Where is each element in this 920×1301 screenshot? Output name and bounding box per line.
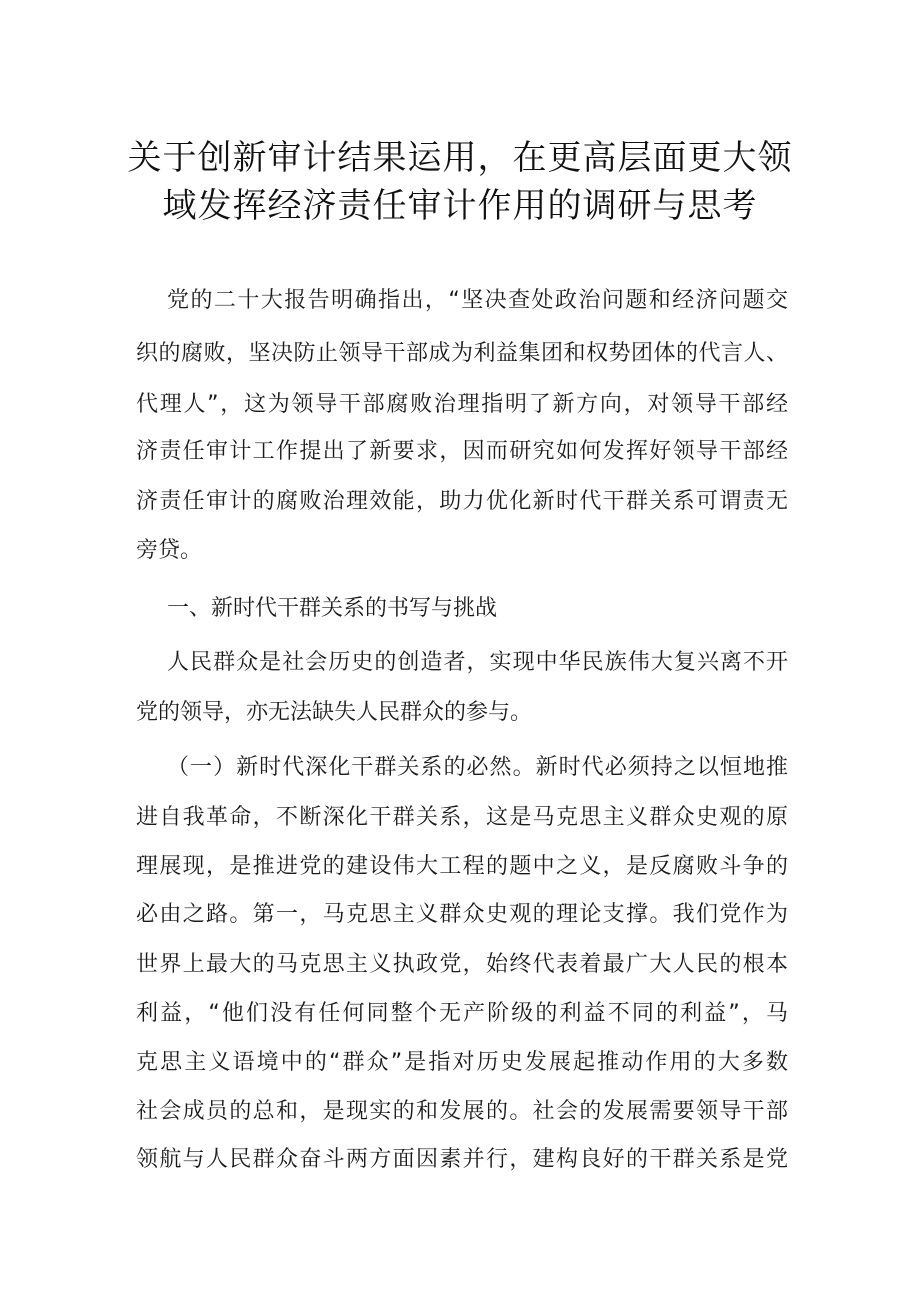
body-text-line: 旁贷。	[136, 538, 203, 563]
body-text-line: 济责任审计的腐败治理效能，助力优化新时代干群关系可谓责无	[136, 489, 788, 514]
body-text-line: 织的腐败，坚决防止领导干部成为利益集团和权势团体的代言人、	[136, 341, 788, 366]
document-title-line-2: 域发挥经济责任审计作用的调研与思考	[162, 186, 758, 226]
body-text-line: 党的二十大报告明确指出，“坚决查处政治问题和经济问题交	[167, 288, 788, 313]
body-text-line: 利益，“他们没有任何同整个无产阶级的利益不同的利益”，马	[136, 1001, 788, 1026]
body-text-line: 世界上最大的马克思主义执政党，始终代表着最广大人民的根本	[136, 952, 788, 977]
body-text-line: 克思主义语境中的“群众”是指对历史发展起推动作用的大多数	[136, 1050, 788, 1075]
body-text-line: 领航与人民群众奋斗两方面因素并行，建构良好的干群关系是党	[136, 1147, 788, 1172]
body-text-line: 济责任审计工作提出了新要求，因而研究如何发挥好领导干部经	[136, 439, 788, 464]
body-text-line: （一）新时代深化干群关系的必然。新时代必须持之以恒地推	[167, 755, 788, 780]
body-text-line: 代理人”，这为领导干部腐败治理指明了新方向，对领导干部经	[136, 392, 788, 417]
body-text-line: 进自我革命，不断深化干群关系，这是马克思主义群众史观的原	[136, 805, 788, 830]
body-text-line: 社会成员的总和，是现实的和发展的。社会的发展需要领导干部	[136, 1099, 788, 1124]
section-heading: 一、新时代干群关系的书写与挑战	[167, 596, 498, 621]
body-text-line: 人民群众是社会历史的创造者，实现中华民族伟大复兴离不开	[167, 650, 788, 675]
body-text-line: 必由之路。第一，马克思主义群众史观的理论支撑。我们党作为	[136, 902, 788, 927]
body-text-line: 理展现，是推进党的建设伟大工程的题中之义，是反腐败斗争的	[136, 854, 788, 879]
body-text-line: 党的领导，亦无法缺失人民群众的参与。	[136, 700, 533, 725]
document-title-line-1: 关于创新审计结果运用，在更高层面更大领	[127, 138, 793, 178]
